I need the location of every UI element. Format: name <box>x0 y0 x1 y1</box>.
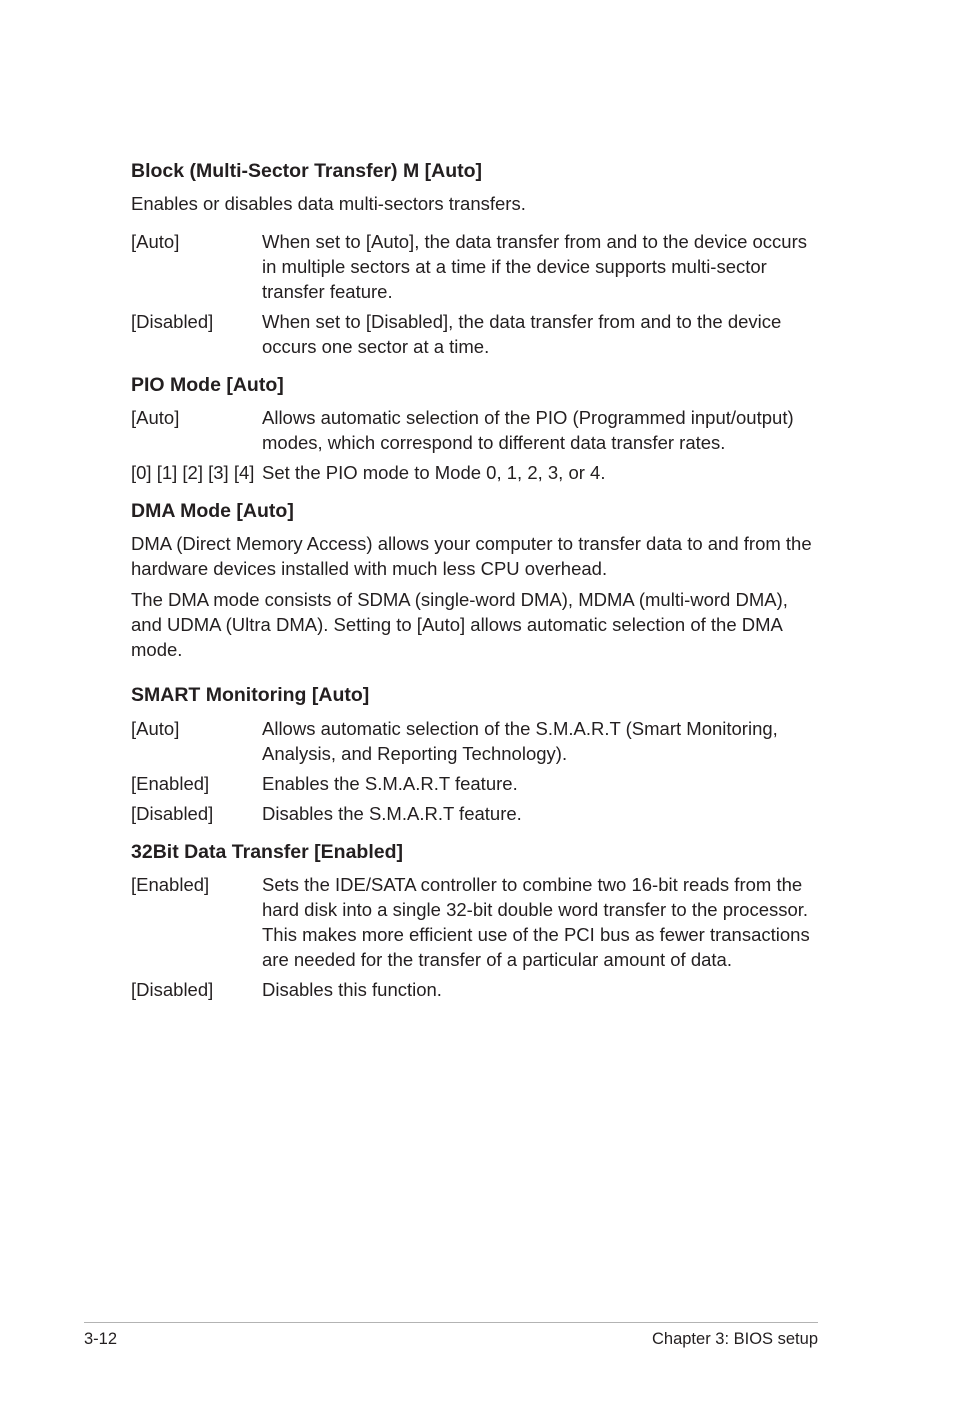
option-term: [Auto] <box>131 231 180 252</box>
section-heading-pio-mode: PIO Mode [Auto] <box>131 374 284 396</box>
section-heading-smart-monitoring: SMART Monitoring [Auto] <box>131 684 370 706</box>
option-term: [Enabled] <box>131 874 210 895</box>
section-paragraph: The DMA mode consists of SDMA (single-word DMA), MDMA (multi-word DMA), and UDMA (Ultra DMA). Setting to [Auto] allows automatic selection of the DMA mode. <box>131 589 788 660</box>
option-term: [Disabled] <box>131 979 214 1000</box>
option-term: [0] [1] [2] [3] [4] <box>131 462 255 483</box>
footer-divider <box>84 1322 818 1323</box>
option-term: [Disabled] <box>131 803 214 824</box>
option-description: Set the PIO mode to Mode 0, 1, 2, 3, or 4. <box>262 462 606 483</box>
option-description: When set to [Disabled], the data transfer from and to the device occurs one sector at a time. <box>262 311 782 357</box>
section-heading-dma-mode: DMA Mode [Auto] <box>131 500 294 522</box>
chapter-label: Chapter 3: BIOS setup <box>651 1330 818 1348</box>
section-heading-32bit-transfer: 32Bit Data Transfer [Enabled] <box>131 841 403 863</box>
option-term: [Auto] <box>131 718 180 739</box>
option-description: Disables the S.M.A.R.T feature. <box>262 803 522 824</box>
option-term: [Auto] <box>131 407 180 428</box>
option-description: Allows automatic selection of the S.M.A.R.T (Smart Monitoring, Analysis, and Reporting Technology). <box>262 718 778 764</box>
section-paragraph: DMA (Direct Memory Access) allows your computer to transfer data to and from the hardware devices installed with much less CPU overhead. <box>131 533 812 579</box>
section-intro-block-mode: Enables or disables data multi-sectors transfers. <box>131 193 526 214</box>
option-description: When set to [Auto], the data transfer from and to the device occurs in multiple sectors at a time if the device supports multi-sector transfer feature. <box>262 231 808 302</box>
option-description: Disables this function. <box>262 979 442 1000</box>
option-term: [Disabled] <box>131 311 214 332</box>
option-description: Enables the S.M.A.R.T feature. <box>262 773 518 794</box>
option-term: [Enabled] <box>131 773 210 794</box>
option-description: Sets the IDE/SATA controller to combine two 16-bit reads from the hard disk into a single 32-bit double word transfer to the processor. This makes more efficient use of the PCI bus as fewer transactions are needed for the transfer of a particular amount of data. <box>262 874 810 970</box>
section-heading-block-mode: Block (Multi-Sector Transfer) M [Auto] <box>131 160 483 182</box>
page-number: 3-12 <box>84 1330 118 1348</box>
option-description: Allows automatic selection of the PIO (Programmed input/output) modes, which correspond to different data transfer rates. <box>262 407 794 453</box>
